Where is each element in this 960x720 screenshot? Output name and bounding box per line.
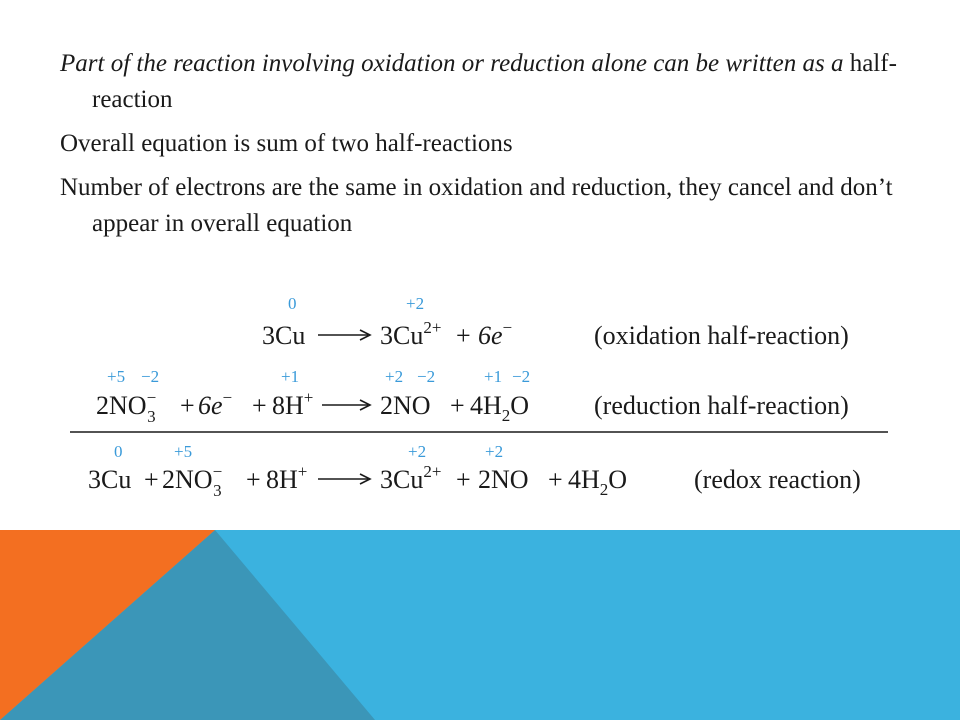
ox-number: +1 xyxy=(281,367,300,386)
ox-number: +2 xyxy=(385,367,404,386)
bullet-text: Overall equation is sum of two half-reactions xyxy=(60,130,513,157)
plus-sign: + xyxy=(144,465,159,494)
ox-number: +5 xyxy=(107,367,126,386)
ox-number: +1 xyxy=(484,367,503,386)
reaction-arrow xyxy=(318,330,370,340)
ox-number: 0 xyxy=(114,442,123,461)
reactant-nitrate: 2NO− 3 xyxy=(162,462,223,500)
reactant-nitrate: 2NO− 3 xyxy=(96,388,157,426)
redox-equation xyxy=(88,442,861,500)
ox-number: 0 xyxy=(288,294,297,313)
ox-number: −2 xyxy=(417,367,436,386)
reduction-equation xyxy=(96,367,849,426)
plus-sign: + xyxy=(450,391,465,420)
plus-sign: + xyxy=(456,465,471,494)
ox-number: −2 xyxy=(141,367,160,386)
product-water: $4H_2O$ xyxy=(568,465,628,499)
reactant-cu: 3Cu xyxy=(262,321,306,350)
bullet-term-half-reaction: half-reaction xyxy=(92,50,897,113)
plus-sign: + xyxy=(252,391,267,420)
reactant-cu: 3Cu xyxy=(88,465,132,494)
reaction-arrow xyxy=(318,474,370,484)
ox-number: +2 xyxy=(485,442,504,461)
product-electrons: 6e− xyxy=(478,318,513,350)
oxidation-equation xyxy=(262,294,849,350)
plus-sign: + xyxy=(548,465,563,494)
slide-footer-decoration xyxy=(0,530,960,720)
product-cu-ion: $3Cu^{2+}$ xyxy=(380,462,442,494)
oxidation-label: (oxidation half-reaction) xyxy=(594,321,849,350)
ox-number: +2 xyxy=(408,442,427,461)
plus-sign: + xyxy=(246,465,261,494)
product-nitric-oxide: 2NO xyxy=(380,391,431,420)
ox-number: +5 xyxy=(174,442,193,461)
product-nitric-oxide: 2NO xyxy=(478,465,529,494)
reactant-hydrogen-ion: 8H+ xyxy=(272,388,314,420)
reactant-hydrogen-ion: 8H+ xyxy=(266,462,308,494)
bullet-italic-text: Part of the reaction involving oxidation or reduction alone can be written as a xyxy=(60,50,844,77)
product-water: $4H_2O$ xyxy=(470,391,530,425)
reduction-label: (reduction half-reaction) xyxy=(594,391,849,420)
plus-sign: + xyxy=(456,321,471,350)
ox-number: −2 xyxy=(512,367,531,386)
bullet-text: Number of electrons are the same in oxidation and reduction, they cancel and don’t appear in overall equation xyxy=(60,174,893,237)
redox-label: (redox reaction) xyxy=(694,465,861,494)
reaction-arrow xyxy=(322,400,370,410)
reactant-electrons: 6e− xyxy=(198,388,233,420)
product-cu-ion: $3Cu^{2+}$ xyxy=(380,318,442,350)
plus-sign: + xyxy=(180,391,195,420)
ox-number: +2 xyxy=(406,294,425,313)
